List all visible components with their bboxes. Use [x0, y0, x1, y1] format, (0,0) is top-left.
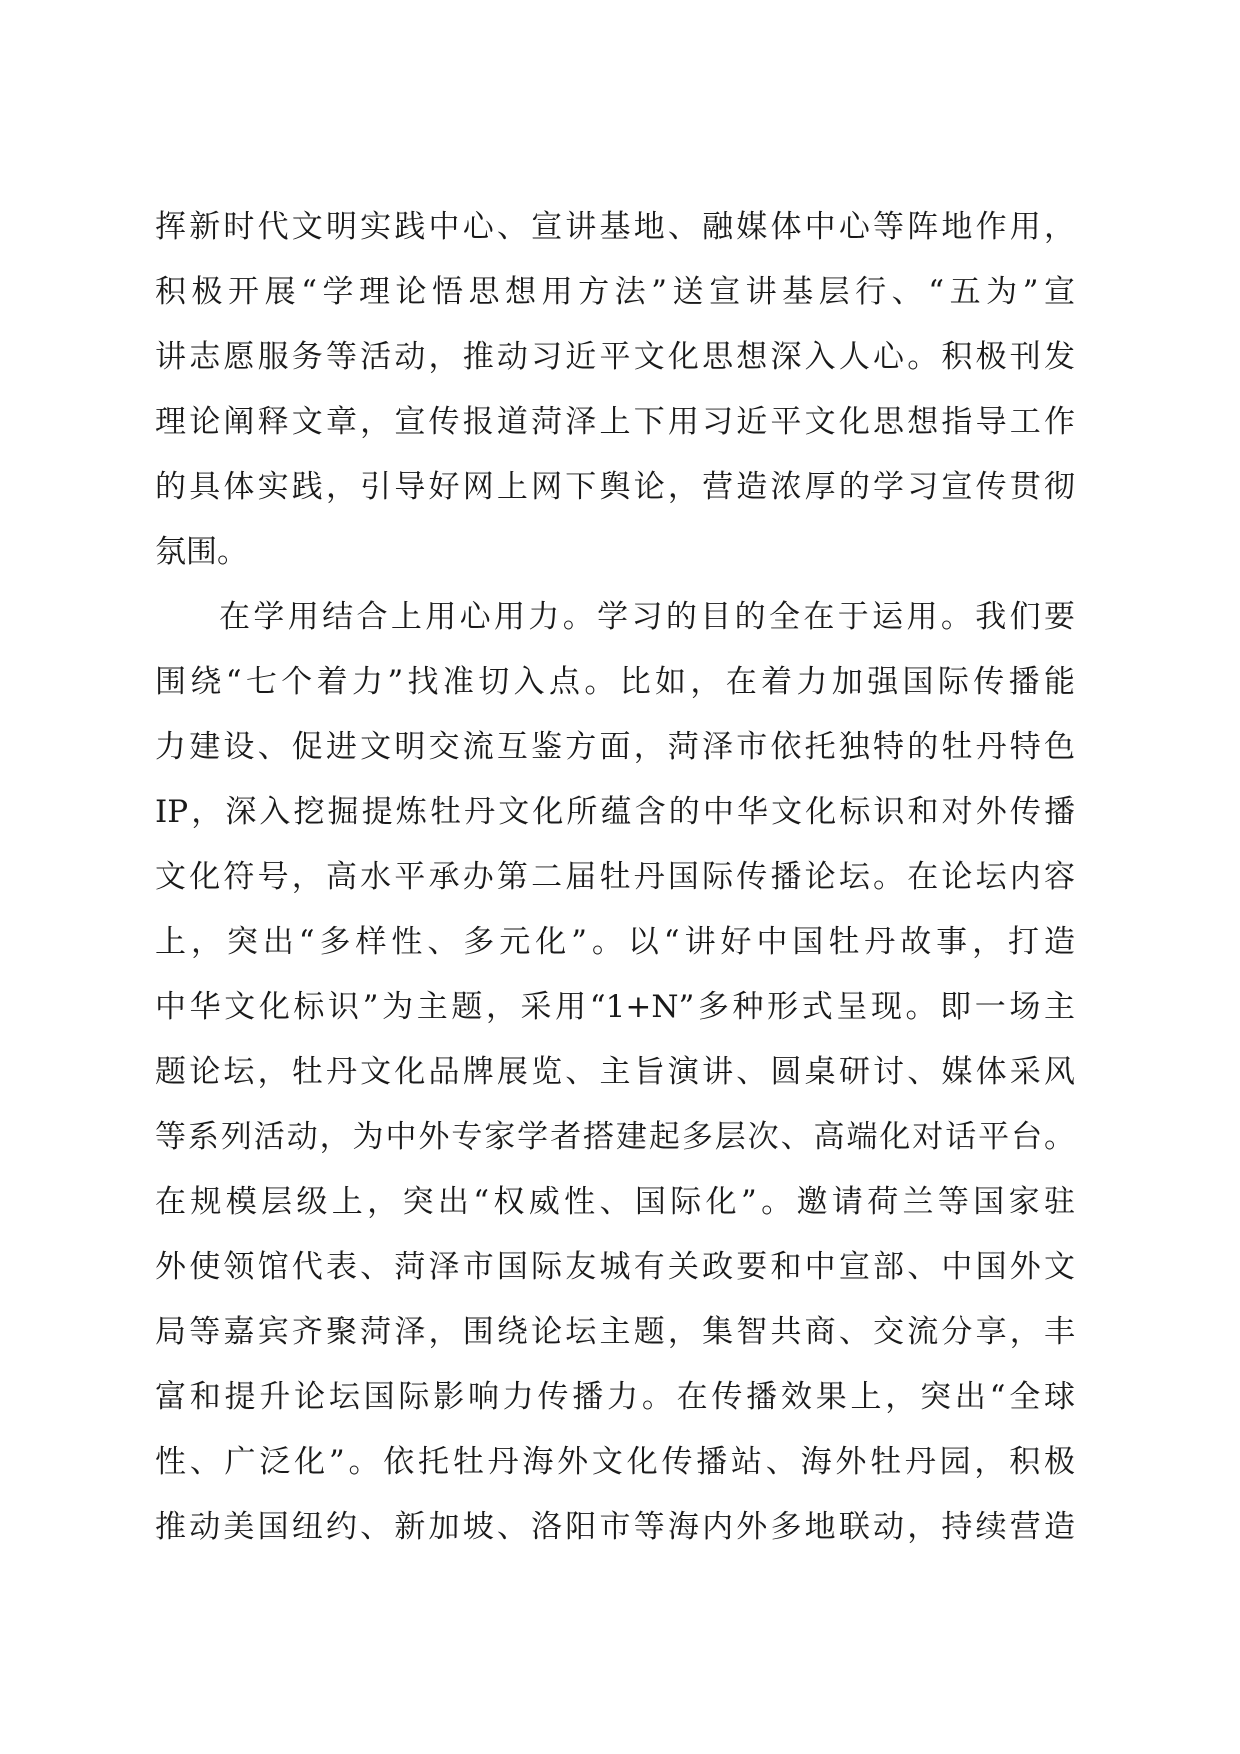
text-line: 中华文化标识”为主题，采用“1+N”多种形式呈现。即一场主: [155, 989, 1075, 1025]
text-line: 富和提升论坛国际影响力传播力。在传播效果上，突出“全球: [155, 1379, 1075, 1415]
text-line: 性、广泛化”。依托牡丹海外文化传播站、海外牡丹园，积极: [155, 1444, 1075, 1480]
text-line: 力建设、促进文明交流互鉴方面，菏泽市依托独特的牡丹特色: [155, 729, 1075, 765]
text-line: 积极开展“学理论悟思想用方法”送宣讲基层行、“五为”宣: [155, 274, 1075, 310]
text-line: 上，突出“多样性、多元化”。以“讲好中国牡丹故事，打造: [155, 924, 1075, 960]
text-line: 文化符号，高水平承办第二届牡丹国际传播论坛。在论坛内容: [155, 859, 1075, 895]
text-line: 的具体实践，引导好网上网下舆论，营造浓厚的学习宣传贯彻: [155, 469, 1075, 505]
text-line: 挥新时代文明实践中心、宣讲基地、融媒体中心等阵地作用，: [155, 209, 1075, 245]
text-line: 题论坛，牡丹文化品牌展览、主旨演讲、圆桌研讨、媒体采风: [155, 1054, 1075, 1090]
text-line: 推动美国纽约、新加坡、洛阳市等海内外多地联动，持续营造: [155, 1509, 1075, 1545]
text-line: 氛围。: [155, 534, 248, 570]
text-line: 局等嘉宾齐聚菏泽，围绕论坛主题，集智共商、交流分享，丰: [155, 1314, 1075, 1350]
text-line: 围绕“七个着力”找准切入点。比如，在着力加强国际传播能: [155, 664, 1075, 700]
paragraph-1: [155, 195, 1075, 585]
text-line: 讲志愿服务等活动，推动习近平文化思想深入人心。积极刊发: [155, 339, 1075, 375]
text-line: IP，深入挖掘提炼牡丹文化所蕴含的中华文化标识和对外传播: [155, 794, 1075, 830]
text-line: 等系列活动，为中外专家学者搭建起多层次、高端化对话平台。: [155, 1119, 1075, 1155]
text-line: 在学用结合上用心用力。学习的目的全在于运用。我们要: [219, 599, 1075, 635]
text-line: 理论阐释文章，宣传报道菏泽上下用习近平文化思想指导工作: [155, 404, 1075, 440]
text-line: 在规模层级上，突出“权威性、国际化”。邀请荷兰等国家驻: [155, 1184, 1075, 1220]
document-body: [155, 195, 1075, 1560]
text-line: 外使领馆代表、菏泽市国际友城有关政要和中宣部、中国外文: [155, 1249, 1075, 1285]
paragraph-2: [155, 585, 1075, 1560]
